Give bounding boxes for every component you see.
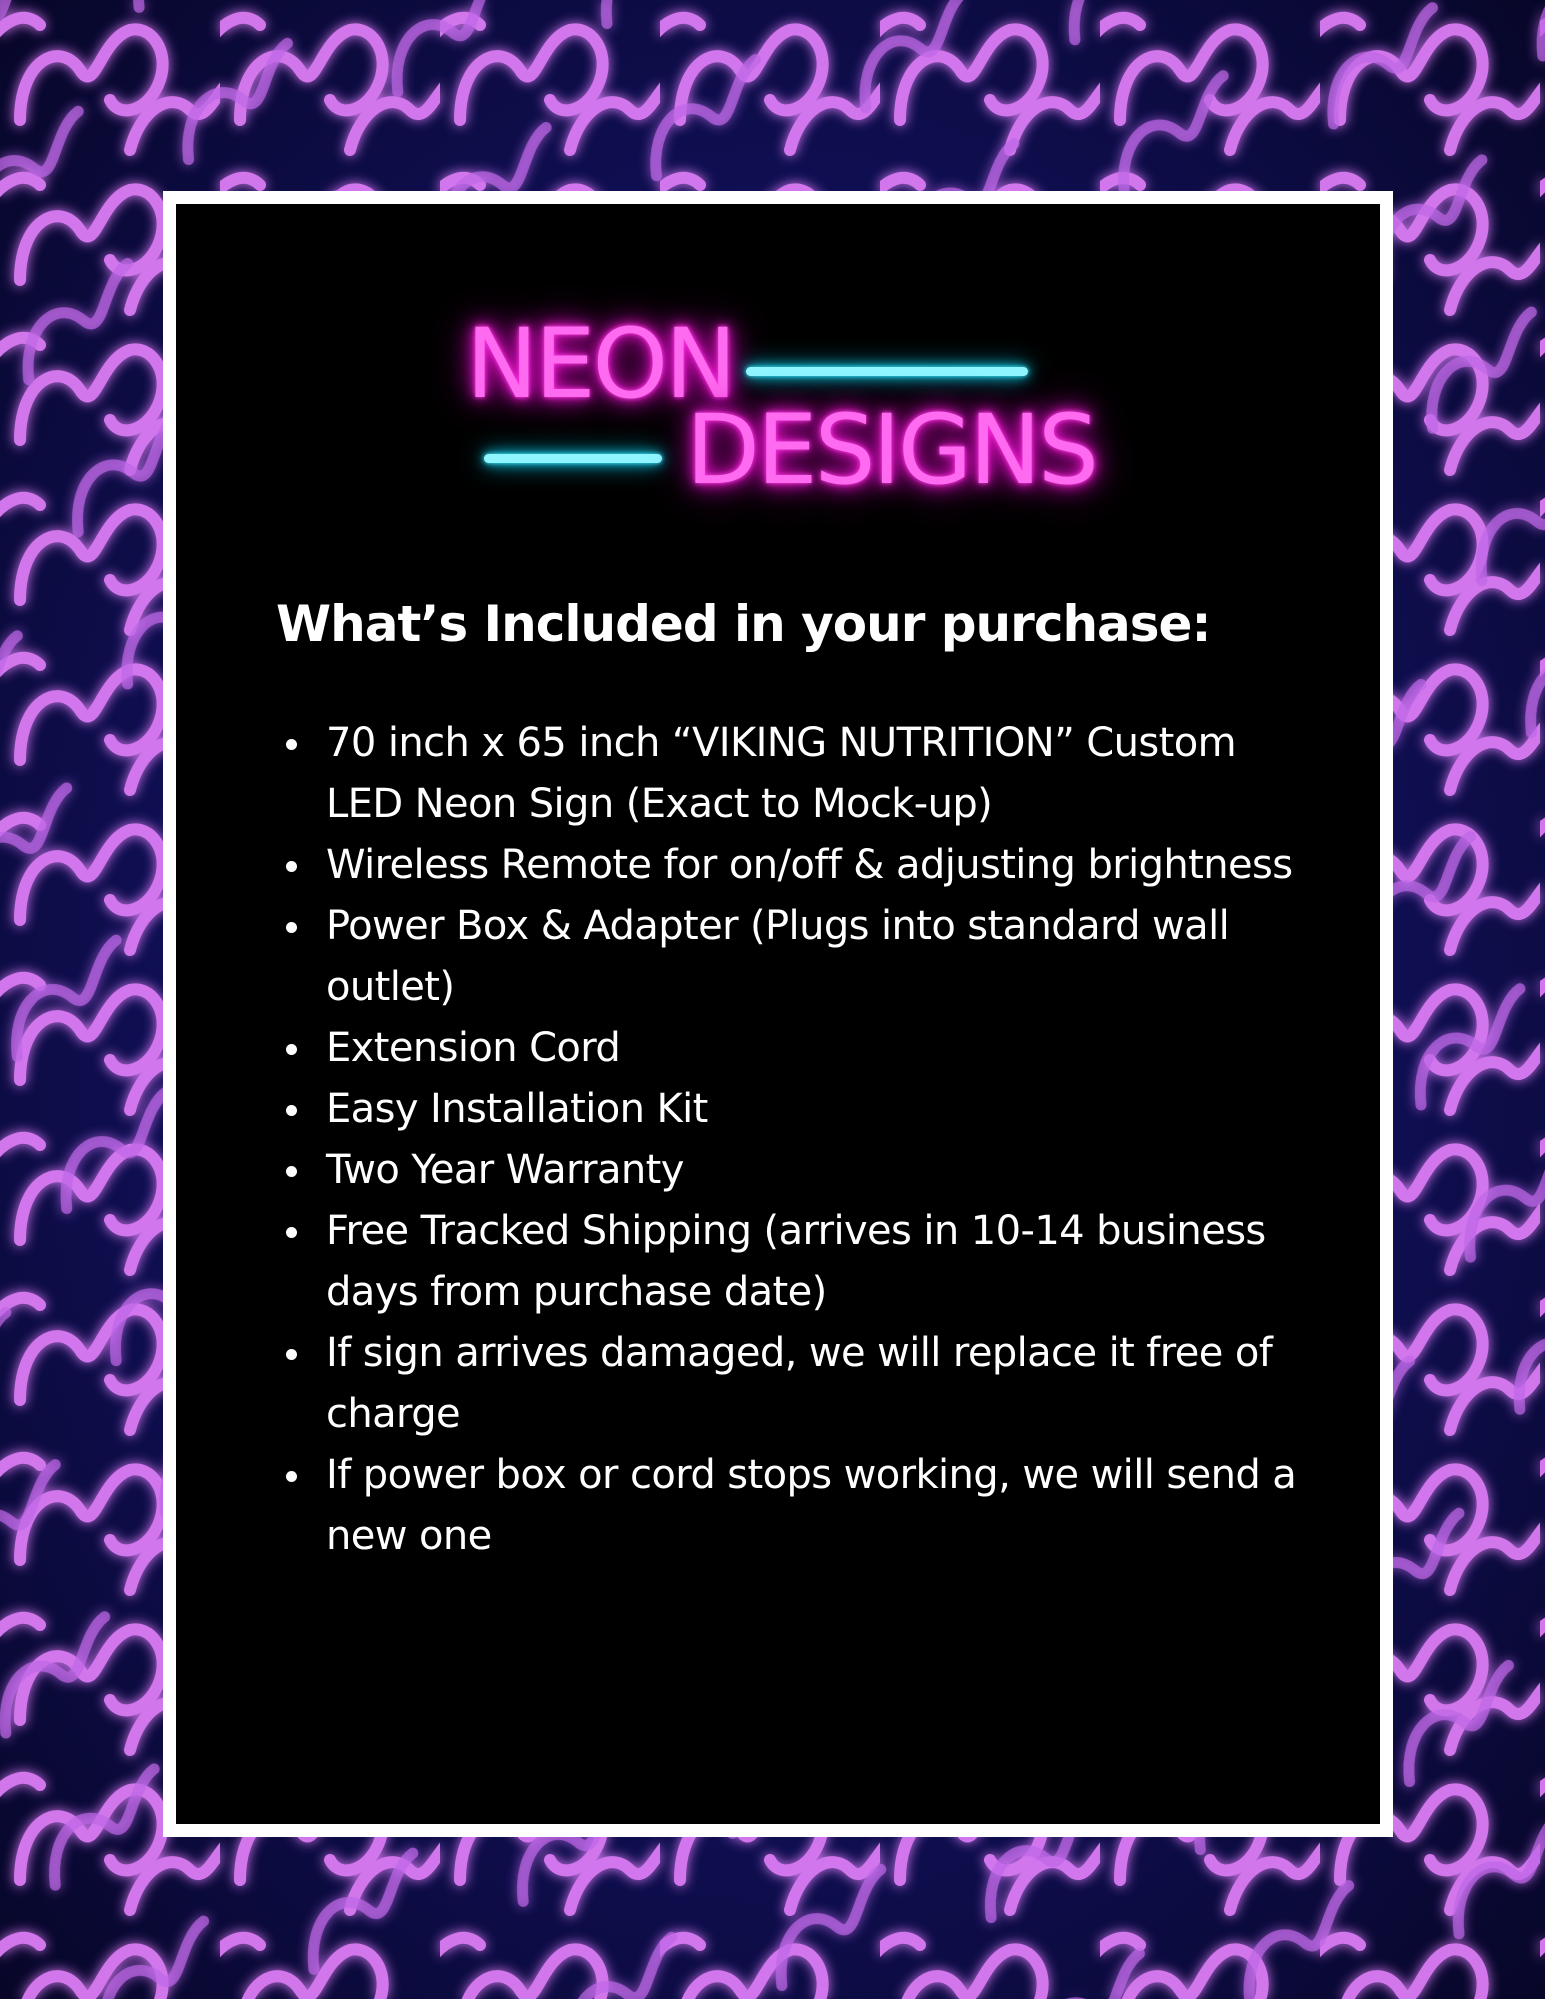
bullet-icon [286, 1105, 297, 1116]
list-item-text: Power Box & Adapter (Plugs into standard wall outlet) [326, 903, 1230, 1010]
neon-designs-logo [456, 304, 1116, 524]
list-item-text: Easy Installation Kit [326, 1086, 708, 1132]
section-heading: What’s Included in your purchase: [276, 595, 1211, 653]
list-item-text: Free Tracked Shipping (arrives in 10-14 business days from purchase date) [326, 1208, 1266, 1315]
list-item [276, 1140, 1316, 1201]
content-panel [176, 204, 1380, 1824]
bullet-icon [286, 1227, 297, 1238]
list-item [276, 835, 1316, 896]
list-item-text: 70 inch x 65 inch “VIKING NUTRITION” Custom LED Neon Sign (Exact to Mock-up) [326, 720, 1236, 827]
bullet-icon [286, 922, 297, 933]
list-item [276, 1201, 1316, 1323]
list-item-text: If power box or cord stops working, we will send a new one [326, 1452, 1297, 1559]
list-item-text: Two Year Warranty [326, 1147, 684, 1193]
bullet-icon [286, 1166, 297, 1177]
list-item [276, 1079, 1316, 1140]
bullet-icon [286, 861, 297, 872]
included-items-list [276, 713, 1316, 1567]
card-frame [163, 191, 1393, 1837]
list-item [276, 1323, 1316, 1445]
bullet-icon [286, 1044, 297, 1055]
logo-word-designs: DESIGNS [686, 394, 1096, 506]
list-item [276, 1018, 1316, 1079]
logo-cyan-bar-bottom [484, 454, 662, 463]
list-item [276, 713, 1316, 835]
list-item [276, 1445, 1316, 1567]
logo-word-neon: NEON [466, 308, 734, 420]
bullet-icon [286, 739, 297, 750]
list-item-text: Wireless Remote for on/off & adjusting brightness [326, 842, 1293, 888]
bullet-icon [286, 1349, 297, 1360]
list-item-text: If sign arrives damaged, we will replace it free of charge [326, 1330, 1273, 1437]
bullet-icon [286, 1471, 297, 1482]
list-item-text: Extension Cord [326, 1025, 621, 1071]
logo-cyan-bar-top [746, 367, 1028, 376]
list-item [276, 896, 1316, 1018]
